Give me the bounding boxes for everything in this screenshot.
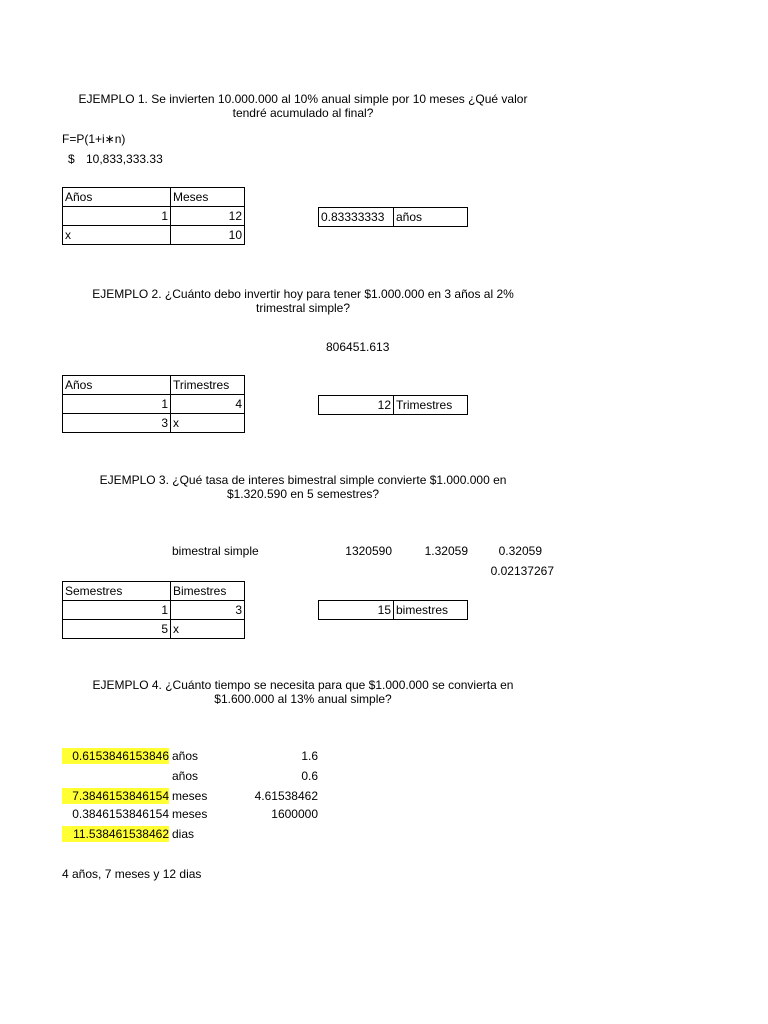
table-row bbox=[63, 226, 245, 245]
box-unit: Trimestres bbox=[394, 396, 468, 415]
ex1-title-line2: tendré acumulado al final? bbox=[232, 106, 374, 120]
ex4-row-unit: años bbox=[172, 749, 199, 763]
ex4-row-value: 7.3846153846154 bbox=[62, 788, 169, 804]
table-row bbox=[63, 207, 245, 226]
ex1-result: 10,833,333.33 bbox=[86, 152, 163, 166]
table-cell: x bbox=[171, 620, 245, 639]
ex4-answer: 4 años, 7 meses y 12 dias bbox=[62, 867, 202, 881]
table-cell: x bbox=[63, 226, 171, 245]
ex3-val2: 1.32059 bbox=[424, 544, 468, 558]
ex1-currency: $ bbox=[68, 152, 75, 166]
table-row bbox=[63, 188, 245, 207]
table-cell: 3 bbox=[171, 601, 245, 620]
ex4-row-unit: meses bbox=[172, 807, 208, 821]
box-unit: años bbox=[394, 208, 468, 227]
ex2-title-line2: trimestral simple? bbox=[255, 301, 351, 315]
box-unit: bimestres bbox=[394, 601, 468, 620]
table-cell: 4 bbox=[171, 395, 245, 414]
ex2-title-line1: EJEMPLO 2. ¿Cuánto debo invertir hoy para tener $1.000.000 en 3 años al 2% bbox=[92, 287, 514, 301]
table-row bbox=[63, 620, 245, 639]
ex3-val4: 0.02137267 bbox=[490, 564, 554, 578]
table-cell: 1 bbox=[63, 601, 171, 620]
table-cell: x bbox=[171, 414, 245, 433]
ex4-row-value: 0.6153846153846 bbox=[62, 748, 169, 764]
table-cell: 1 bbox=[63, 207, 171, 226]
table-cell: 5 bbox=[63, 620, 171, 639]
ex1-table bbox=[62, 187, 245, 245]
ex3-val1: 1320590 bbox=[345, 544, 392, 558]
ex3-val3: 0.32059 bbox=[498, 544, 542, 558]
table-row bbox=[319, 396, 468, 415]
ex4-title-line2: $1.600.000 al 13% anual simple? bbox=[214, 692, 392, 706]
ex3-title-line1: EJEMPLO 3. ¿Qué tasa de interes bimestral simple convierte $1.000.000 en bbox=[99, 473, 507, 487]
ex4-row-unit: años bbox=[172, 769, 199, 783]
ex4-row-calc: 1600000 bbox=[271, 807, 318, 821]
ex2-result: 806451.613 bbox=[326, 340, 390, 354]
table-row bbox=[63, 582, 245, 601]
table-cell: 3 bbox=[63, 414, 171, 433]
table-row bbox=[319, 601, 468, 620]
table-row bbox=[63, 376, 245, 395]
ex4-row-value: 11.538461538462 bbox=[62, 826, 169, 842]
table-cell: 1 bbox=[63, 395, 171, 414]
table-header-cell: Años bbox=[63, 376, 171, 395]
ex4-row-unit: meses bbox=[172, 789, 208, 803]
ex3-result-box bbox=[318, 600, 468, 620]
box-value: 12 bbox=[319, 396, 394, 415]
box-value: 15 bbox=[319, 601, 394, 620]
box-value: 0.83333333 bbox=[319, 208, 394, 227]
table-header-cell: Semestres bbox=[63, 582, 171, 601]
ex4-title-line1: EJEMPLO 4. ¿Cuánto tiempo se necesita para que $1.000.000 se convierta en bbox=[92, 678, 514, 692]
ex4-row-calc: 0.6 bbox=[301, 769, 318, 783]
table-header-cell: Bimestres bbox=[171, 582, 245, 601]
ex4-row-calc: 1.6 bbox=[301, 749, 318, 763]
ex2-table bbox=[62, 375, 245, 433]
table-cell: 10 bbox=[171, 226, 245, 245]
ex1-formula: F=P(1+i∗n) bbox=[62, 132, 126, 146]
ex4-row-unit: dias bbox=[172, 827, 195, 841]
ex3-title-line2: $1.320.590 en 5 semestres? bbox=[226, 487, 380, 501]
ex1-result-box bbox=[318, 207, 468, 227]
table-row bbox=[63, 395, 245, 414]
ex1-title-line1: EJEMPLO 1. Se invierten 10.000.000 al 10% anual simple por 10 meses ¿Qué valor bbox=[78, 92, 528, 106]
ex3-table bbox=[62, 581, 245, 639]
table-header-cell: Trimestres bbox=[171, 376, 245, 395]
table-row bbox=[63, 601, 245, 620]
table-header-cell: Años bbox=[63, 188, 171, 207]
ex4-row-calc: 4.61538462 bbox=[254, 789, 318, 803]
table-header-cell: Meses bbox=[171, 188, 245, 207]
ex3-label: bimestral simple bbox=[172, 544, 259, 558]
table-row bbox=[319, 208, 468, 227]
ex2-result-box bbox=[318, 395, 468, 415]
table-cell: 12 bbox=[171, 207, 245, 226]
table-row bbox=[63, 414, 245, 433]
ex4-row-value: 0.3846153846154 bbox=[72, 807, 169, 821]
